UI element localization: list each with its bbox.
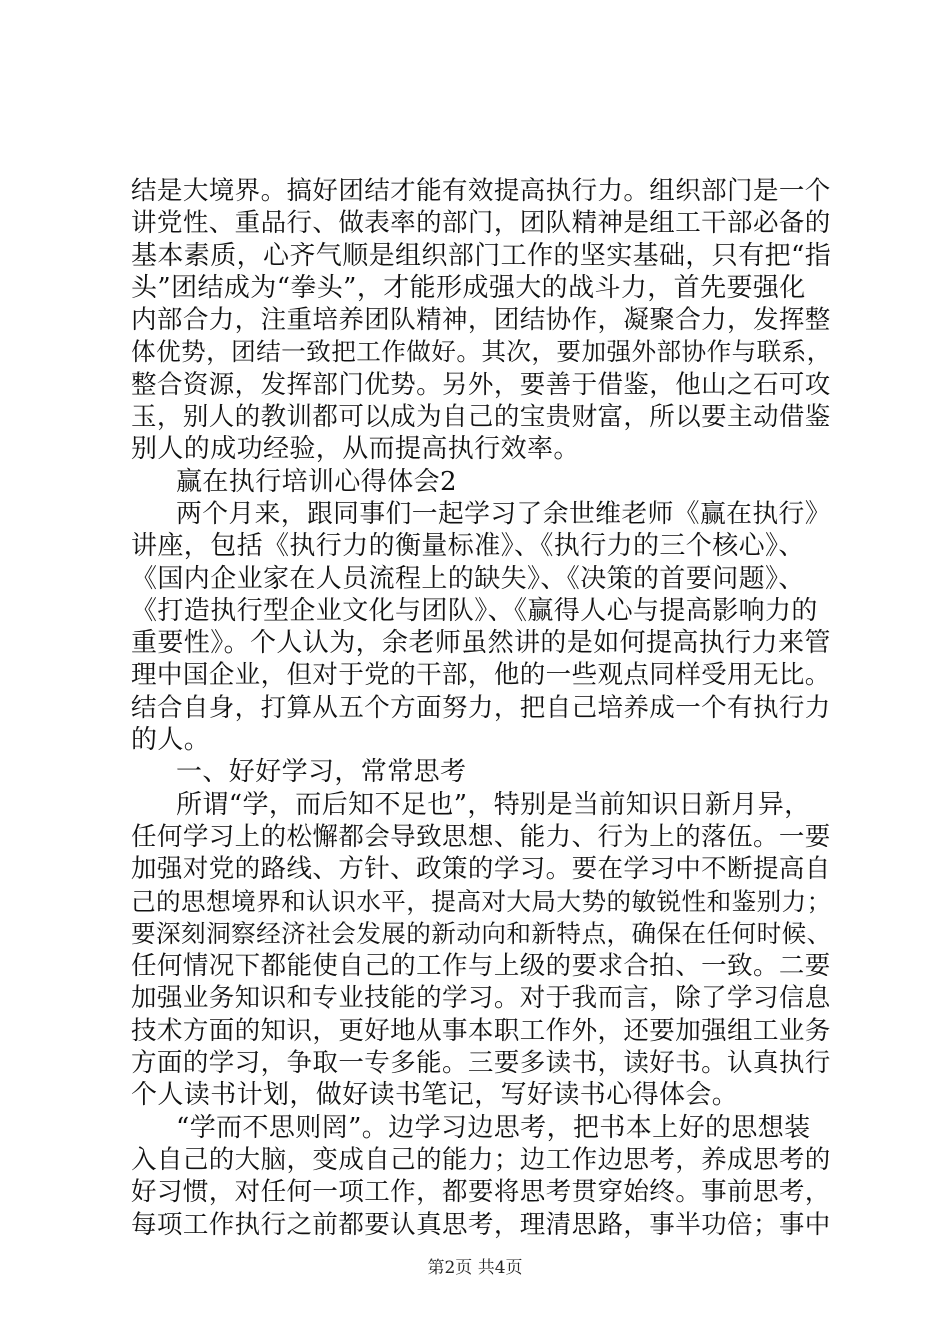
- text-line: 一、好好学习，常常思考: [176, 757, 467, 788]
- text-line: 好习惯，对任何一项工作，都要将思考贯穿始终。事前思考，: [131, 1177, 831, 1208]
- text-line: 两个月来，跟同事们一起学习了余世维老师《赢在执行》: [176, 498, 831, 529]
- text-line: 技术方面的知识，更好地从事本职工作外，还要加强组工业务: [131, 1015, 831, 1046]
- text-line: 别人的成功经验，从而提高执行效率。: [131, 434, 580, 465]
- text-line: 《国内企业家在人员流程上的缺失》、《决策的首要问题》、: [131, 563, 805, 594]
- text-line: 内部合力，注重培养团队精神，团结协作，凝聚合力，发挥整: [131, 305, 831, 336]
- text-line: 己的思想境界和认识水平，提高对大局大势的敏锐性和鉴别力；: [131, 886, 832, 916]
- text-line: 理中国企业，但对于党的干部，他的一些观点同样受用无比。: [131, 660, 831, 691]
- text-line: 《打造执行型企业文化与团队》、《赢得人心与提高影响力的: [131, 595, 818, 626]
- text-line: 赢在执行培训心得体会2: [176, 466, 457, 497]
- text-line: 加强业务知识和专业技能的学习。对于我而言，除了学习信息: [131, 983, 831, 1014]
- text-line: 要深刻洞察经济社会发展的新动向和新特点，确保在任何时候、: [131, 918, 832, 948]
- text-line: 任何情况下都能使自己的工作与上级的要求合拍、一致。二要: [131, 951, 831, 982]
- text-line: 讲座，包括《执行力的衡量标准》、《执行力的三个核心》、: [131, 531, 805, 562]
- text-line: “学而不思则罔”。边学习边思考，把书本上好的思想装: [176, 1112, 811, 1143]
- text-line: 方面的学习，争取一专多能。三要多读书，读好书。认真执行: [131, 1048, 831, 1079]
- text-line: 整合资源，发挥部门优势。另外，要善于借鉴，他山之石可攻: [131, 369, 831, 400]
- text-line: 玉，别人的教训都可以成为自己的宝贵财富，所以要主动借鉴: [131, 402, 831, 433]
- text-line: 重要性》。个人认为，余老师虽然讲的是如何提高执行力来管: [131, 628, 831, 659]
- text-line: 加强对党的路线、方针、政策的学习。要在学习中不断提高自: [131, 854, 831, 885]
- text-line: 任何学习上的松懈都会导致思想、能力、行为上的落伍。一要: [131, 821, 831, 852]
- text-line: 每项工作执行之前都要认真思考，理清思路，事半功倍；事中: [131, 1209, 831, 1240]
- document-body: [131, 175, 831, 1241]
- text-line: 结合自身，打算从五个方面努力，把自己培养成一个有执行力: [131, 692, 831, 723]
- text-line: 头”团结成为“拳头”，才能形成强大的战斗力，首先要强化: [131, 272, 806, 303]
- text-line: 所谓“学，而后知不足也”，特别是当前知识日新月异，: [176, 789, 811, 820]
- text-line: 个人读书计划，做好读书笔记，写好读书心得体会。: [131, 1080, 739, 1111]
- text-line: 的人。: [131, 725, 211, 756]
- text-line: 体优势，团结一致把工作做好。其次，要加强外部协作与联系，: [131, 337, 832, 367]
- text-line: 入自己的大脑，变成自己的能力；边工作边思考，养成思考的: [131, 1144, 831, 1175]
- text-line: 讲党性、重品行、做表率的部门，团队精神是组工干部必备的: [131, 208, 831, 239]
- page-footer: 第2页 共4页: [427, 1258, 523, 1278]
- text-line: 基本素质，心齐气顺是组织部门工作的坚实基础，只有把“指: [131, 240, 832, 271]
- text-line: 结是大境界。搞好团结才能有效提高执行力。组织部门是一个: [131, 176, 831, 206]
